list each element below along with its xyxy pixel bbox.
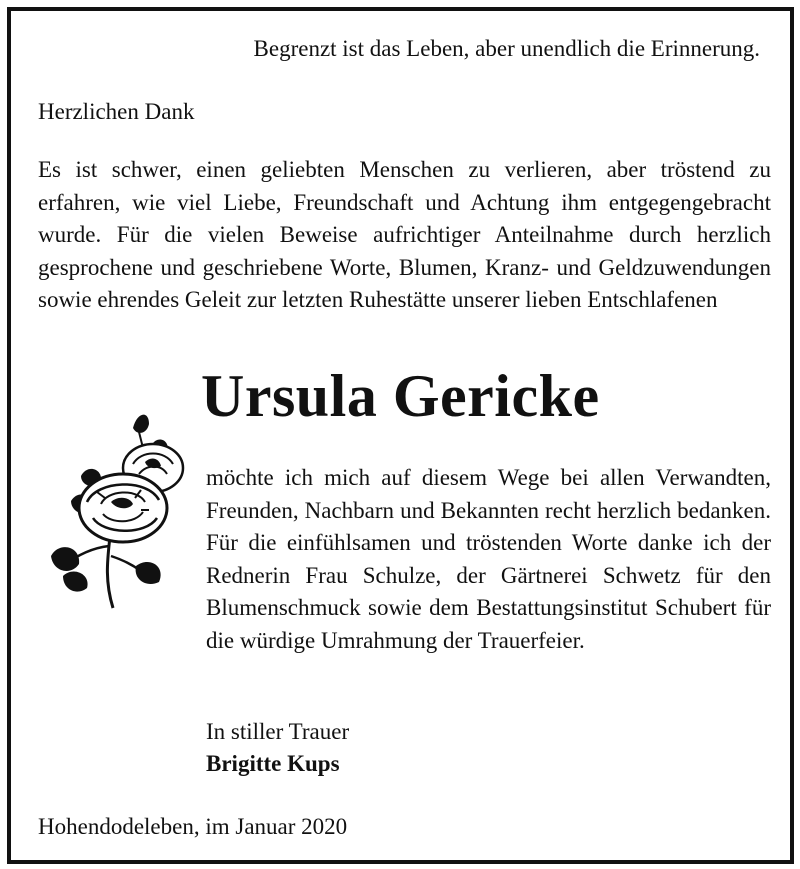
motto-quote: Begrenzt ist das Leben, aber unendlich die Erinnerung.: [253, 36, 760, 61]
obituary-notice: [7, 7, 794, 864]
place-date: Hohendodeleben, im Januar 2020: [38, 814, 348, 839]
closing-line: In stiller Trauer: [206, 719, 350, 744]
intro-paragraph: Es ist schwer, einen geliebten Menschen zu verlieren, aber tröstend zu erfahren, wie viel Liebe, Freundschaft und Achtung ihm entgegengebracht wurde. Für die vielen Beweise aufrichtiger Anteilnahme durch herzlich gesprochene und geschriebene Worte, Blumen, Kranz- und Geldzuwendungen sowie ehrendes Geleit zur letzten Ruhestätte unserer lieben Entschlafenen: [38, 157, 771, 312]
deceased-name: Ursula Gericke: [201, 363, 600, 429]
thanks-paragraph: möchte ich mich auf diesem Wege bei allen Verwandten, Freunden, Nachbarn und Bekannten recht herzlich bedanken. Für die einfühlsamen und tröstenden Worte danke ich der Rednerin Frau Schulze, der Gärtnerei Schwetz für den Blumenschmuck sowie dem Bestattungsinstitut Schubert für die würdige Umrahmung der Trauerfeier.: [206, 465, 771, 653]
signature: Brigitte Kups: [206, 751, 340, 776]
thanks-heading: Herzlichen Dank: [38, 99, 195, 124]
rose-icon: [41, 406, 196, 616]
